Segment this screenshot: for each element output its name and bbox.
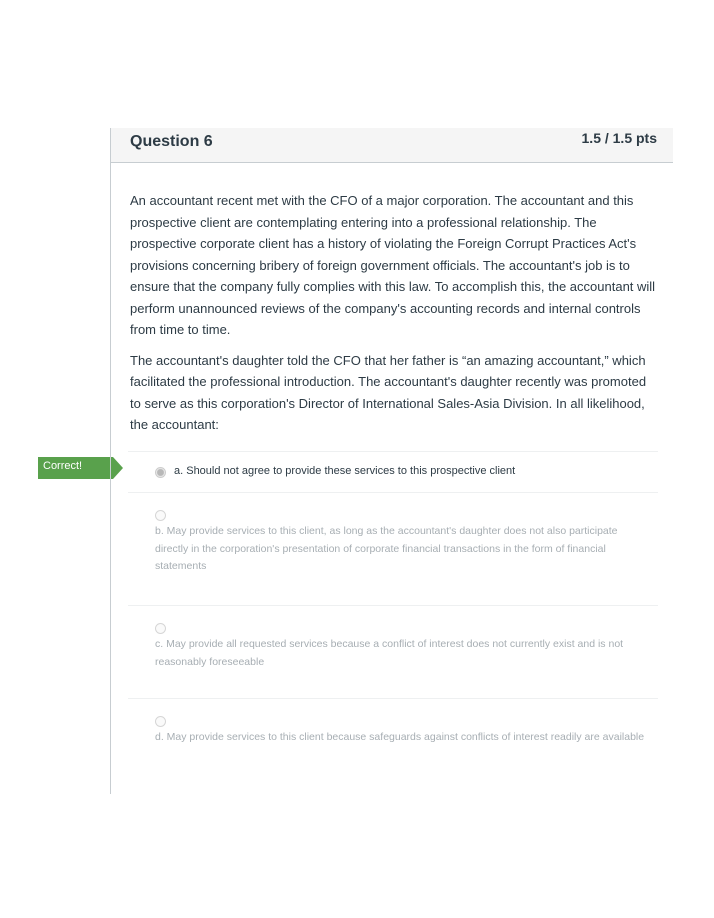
correct-label: Correct! bbox=[43, 460, 83, 472]
question-card bbox=[110, 128, 673, 794]
answer-text: a. Should not agree to provide these services to this prospective client bbox=[174, 465, 516, 477]
answer-text: d. May provide services to this client because safeguards against conflicts of interest readily are available bbox=[155, 731, 645, 743]
answer-option-b[interactable] bbox=[128, 492, 658, 605]
radio-selected-icon[interactable] bbox=[155, 467, 166, 478]
answer-text: c. May provide all requested services because a conflict of interest does not currently exist and is not reasonably foreseeable bbox=[155, 638, 624, 668]
answer-option-d[interactable] bbox=[128, 698, 658, 779]
answer-list bbox=[128, 451, 658, 779]
radio-unselected-icon[interactable] bbox=[155, 716, 166, 727]
question-header bbox=[111, 128, 673, 163]
question-text bbox=[130, 190, 660, 445]
question-paragraph: The accountant's daughter told the CFO that her father is “an amazing accountant,” which facilitated the professional introduction. The accountant's daughter recently was promoted to serve as this corporation's Director of International Sales-Asia Division. In all likelihood, the accountant: bbox=[130, 352, 647, 432]
correct-answer-flag bbox=[38, 457, 113, 479]
answer-text: b. May provide services to this client, as long as the accountant's daughter does not also participate directly in the corporation's presentation of corporate financial transactions in the form of financial statements bbox=[155, 525, 618, 572]
question-title: Question 6 bbox=[130, 133, 213, 150]
question-points: 1.5 / 1.5 pts bbox=[581, 130, 657, 146]
question-paragraph: An accountant recent met with the CFO of a major corporation. The accountant and this prospective client are contemplating entering into a professional relationship. The prospective corporate client has a history of violating the Foreign Corrupt Practices Act's provisions concerning bribery of foreign government officials. The accountant's job is to ensure that the company fully complies with this law. To accomplish this, the accountant will perform unannounced reviews of the company's accounting records and internal controls from time to time. bbox=[130, 193, 656, 337]
answer-option-c[interactable] bbox=[128, 605, 658, 698]
radio-unselected-icon[interactable] bbox=[155, 623, 166, 634]
radio-unselected-icon[interactable] bbox=[155, 510, 166, 521]
answer-option-a[interactable] bbox=[128, 451, 658, 492]
